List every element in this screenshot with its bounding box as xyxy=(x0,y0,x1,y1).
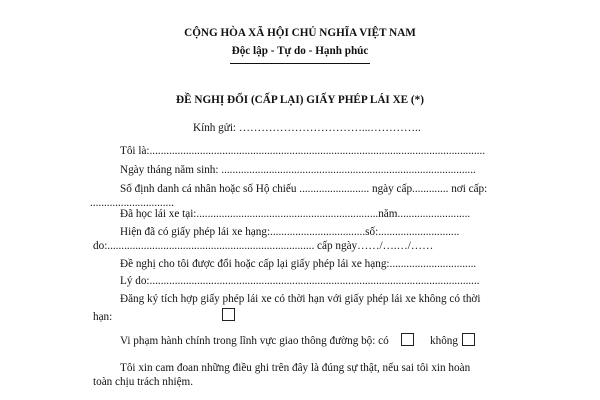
form-title: ĐỀ NGHỊ ĐỔI (CẤP LẠI) GIẤY PHÉP LÁI XE (*) xyxy=(176,94,424,106)
register-line: Đăng ký tích hợp giấy phép lái xe có thời hạn với giấy phép lái xe không có thời xyxy=(120,293,481,305)
violation-yes-checkbox[interactable] xyxy=(401,333,414,346)
request-field: Đề nghị cho tôi được đổi hoặc cấp lại giấy phép lái xe hạng:............................... xyxy=(120,258,477,270)
country-heading: CỘNG HÒA XÃ HỘI CHỦ NGHĨA VIỆT NAM xyxy=(184,27,416,39)
violation-no-label: không xyxy=(430,335,458,347)
declaration-line-continued: toàn chịu trách nhiệm. xyxy=(93,376,194,388)
learned-at-field: Đã học lái xe tại:.................................................................năm.......................... xyxy=(120,208,471,220)
name-field: Tôi là:........................................................................................................................ xyxy=(120,145,486,157)
dob-field: Ngày tháng năm sinh: ........................................................................................... xyxy=(120,164,476,176)
reason-field: Lý do:...................................................................................................................... xyxy=(120,275,480,287)
register-checkbox[interactable] xyxy=(222,308,235,321)
id-field: Số định danh cá nhân hoặc số Hộ chiếu ......................... ngày cấp............. nơi cấp: xyxy=(120,183,488,195)
violation-no-checkbox[interactable] xyxy=(462,333,475,346)
declaration-line: Tôi xin cam đoan những điều ghi trên đây là đúng sự thật, nếu sai tôi xin hoàn xyxy=(120,362,471,374)
header-divider xyxy=(230,63,370,64)
motto-heading: Độc lập - Tự do - Hạnh phúc xyxy=(231,45,369,57)
register-line-continued: hạn: xyxy=(93,311,113,323)
violation-field: Vi phạm hành chính trong lĩnh vực giao thông đường bộ: có xyxy=(120,335,389,347)
current-license-field: Hiện đã có giấy phép lái xe hạng:..................................số:............................. xyxy=(120,226,460,238)
id-field-continued: .............................. xyxy=(90,197,174,209)
issued-by-field: do:.......................................................................... cấp ngày……/….…/…… xyxy=(93,240,434,252)
recipient-line: Kính gửi: ……………………………...………….. xyxy=(193,122,421,134)
